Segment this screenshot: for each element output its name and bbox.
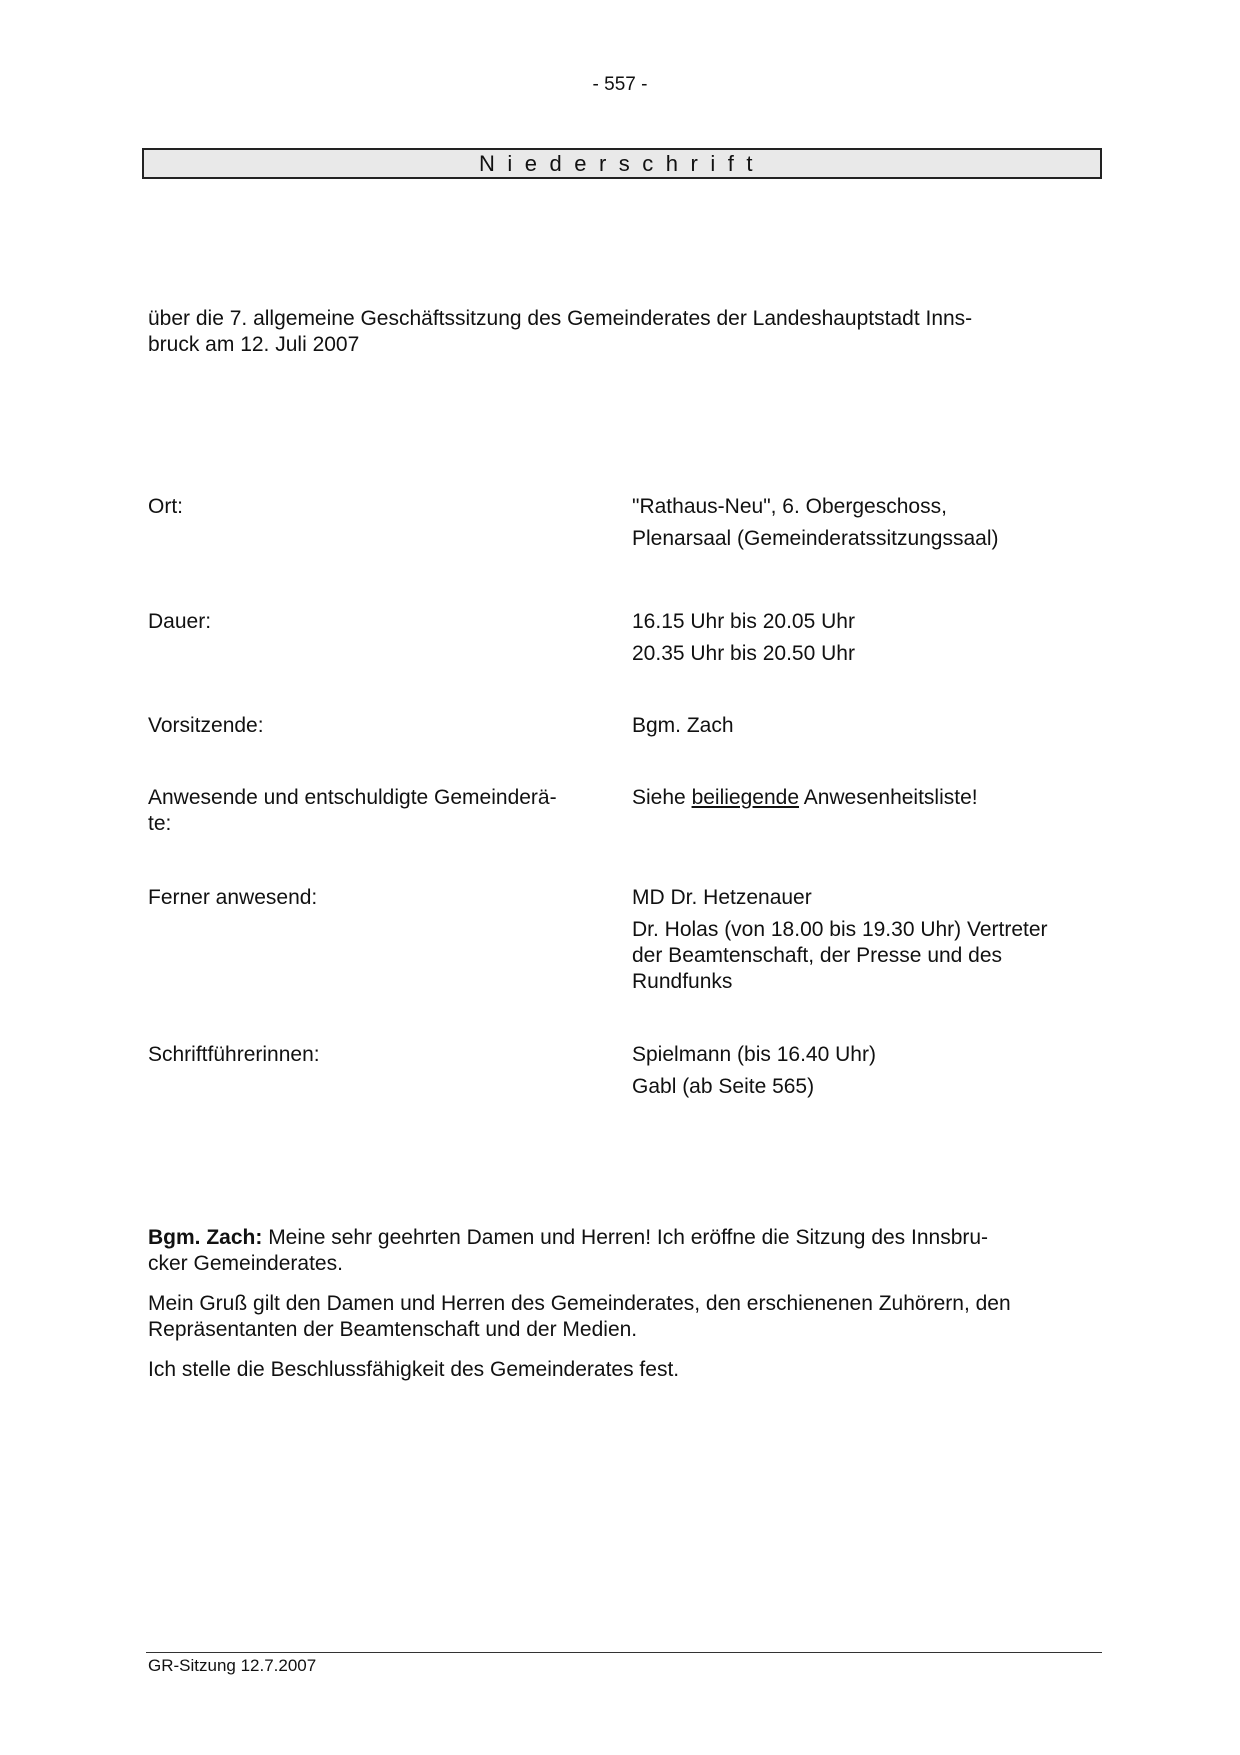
ferner-label: Ferner anwesend: xyxy=(148,886,318,909)
ort-label: Ort: xyxy=(148,495,183,518)
anwesende-label xyxy=(148,785,608,837)
intro-line: über die 7. allgemeine Geschäftssitzung des Gemeinderates der Landeshauptstadt Inns- xyxy=(148,307,973,330)
vorsitzende-line: Bgm. Zach xyxy=(632,714,734,737)
dauer-label: Dauer: xyxy=(148,610,212,633)
dauer-line: 20.35 Uhr bis 20.50 Uhr xyxy=(632,642,855,665)
schrift-label: Schriftführerinnen: xyxy=(148,1043,320,1066)
speaker-name: Bgm. Zach: xyxy=(148,1226,263,1249)
ferner-line: der Beamtenschaft, der Presse und des xyxy=(632,944,1003,967)
intro-text xyxy=(148,306,1088,358)
ort-value xyxy=(632,494,1102,558)
schrift-line: Spielmann (bis 16.40 Uhr) xyxy=(632,1043,876,1066)
schrift-value xyxy=(632,1042,1102,1106)
speech-text: Mein Gruß gilt den Damen und Herren des Gemeinderates, den erschienenen Zuhörern, den xyxy=(148,1292,1011,1315)
footer-text: GR-Sitzung 12.7.2007 xyxy=(148,1656,317,1675)
speech-paragraph: Ich stelle die Beschlussfähigkeit des Gemeinderates fest. xyxy=(148,1358,680,1381)
dauer-value xyxy=(632,609,1102,673)
ferner-line: Dr. Holas (von 18.00 bis 19.30 Uhr) Vertreter xyxy=(632,918,1048,941)
speech-paragraph xyxy=(148,1291,1100,1343)
page-number: - 557 - xyxy=(592,74,648,95)
anwesende-prefix: Siehe xyxy=(632,786,686,809)
ferner-line: Rundfunks xyxy=(632,970,733,993)
ort-line: "Rathaus-Neu", 6. Obergeschoss, xyxy=(632,495,947,518)
schrift-line: Gabl (ab Seite 565) xyxy=(632,1075,815,1098)
document-title: Niederschrift xyxy=(142,148,1102,179)
ort-line: Plenarsaal (Gemeinderatssitzungssaal) xyxy=(632,527,999,550)
speech-text: Meine sehr geehrten Damen und Herren! Ich eröffne die Sitzung des Innsbru- xyxy=(268,1226,989,1249)
vorsitzende-label: Vorsitzende: xyxy=(148,714,264,737)
vorsitzende-value xyxy=(632,713,1102,745)
footer-divider xyxy=(146,1652,1102,1653)
anwesende-label-line: Anwesende und entschuldigte Gemeinderä- xyxy=(148,786,557,809)
speech-text: Repräsentanten der Beamtenschaft und der Medien. xyxy=(148,1318,638,1341)
speech-text: cker Gemeinderates. xyxy=(148,1252,343,1275)
beiliegende-underlined: beiliegende xyxy=(691,786,799,809)
dauer-line: 16.15 Uhr bis 20.05 Uhr xyxy=(632,610,855,633)
anwesende-label-line: te: xyxy=(148,812,172,835)
speech-paragraph xyxy=(148,1225,1100,1277)
intro-line: bruck am 12. Juli 2007 xyxy=(148,333,360,356)
ferner-value xyxy=(632,885,1102,995)
anwesende-value xyxy=(632,785,1102,817)
ferner-line: MD Dr. Hetzenauer xyxy=(632,886,812,909)
anwesende-suffix: Anwesenheitsliste! xyxy=(803,786,978,809)
speech xyxy=(148,1225,1100,1397)
